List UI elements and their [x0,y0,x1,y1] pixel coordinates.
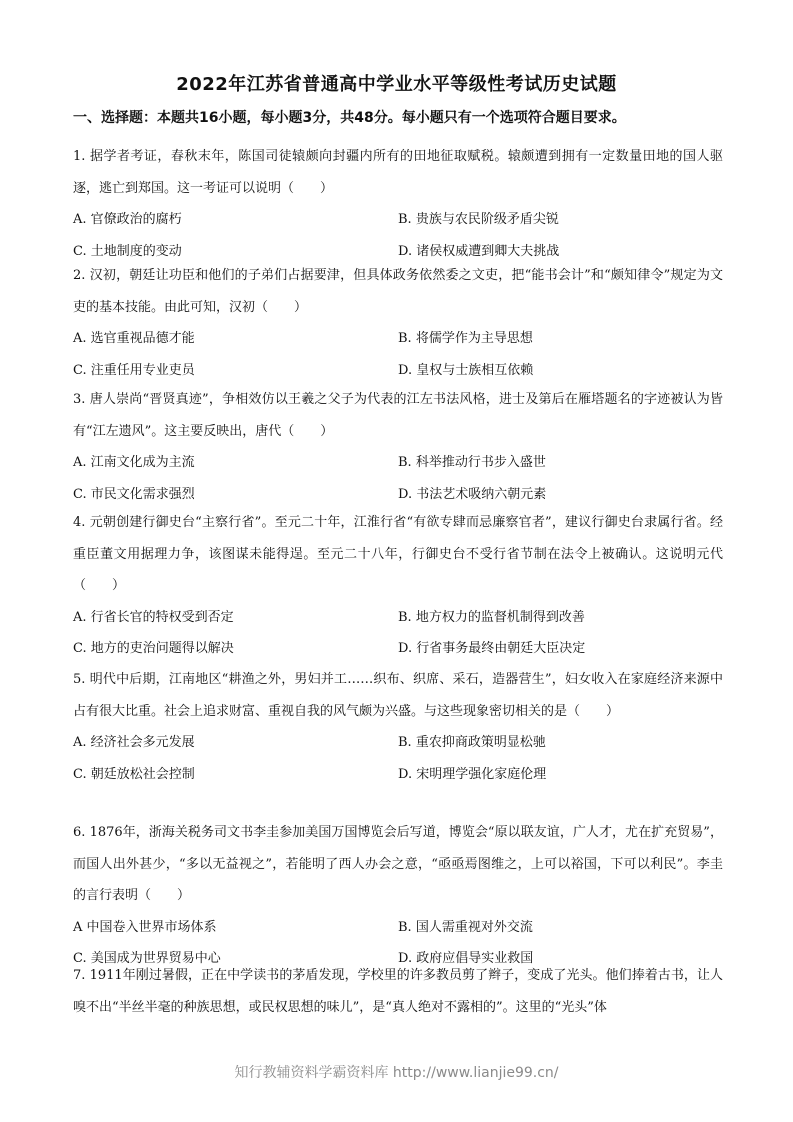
footer-watermark: 知行教辅资料学霸资料库 http://www.lianjie99.cn/ [234,1065,559,1081]
question-1 [73,141,723,267]
question-stem: 7. 1911年刚过暑假，正在中学读书的茅盾发现，学校里的许多教员剪了辫子，变成了光头。他们捧着古书，让人嗅不出“半丝半毫的种族思想，或民权思想的味儿”，是“真人绝对不露相的”。这里的“光头”体 [73,968,723,1015]
option-c: C. 土地制度的变动 [73,243,182,259]
question-4 [73,507,723,665]
option-b: B. 地方权力的监督机制得到改善 [398,609,585,625]
question-stem: 5. 明代中后期，江南地区“耕渔之外，男妇并工……织布、织席、采石，造器营生”，妇女收入在家庭经济来源中占有很大比重。社会上追求财富、重视自我的风气颇为兴盛。与这些现象密切相关的是（ ） [73,672,723,719]
option-c: C. 市民文化需求强烈 [73,486,195,502]
option-a: A. 官僚政治的腐朽 [73,212,182,227]
option-c: C. 朝廷放松社会控制 [73,766,195,782]
option-b: B. 重农抑商政策明显松驰 [398,735,546,750]
option-d: D. 政府应倡导实业救国 [398,951,534,966]
option-d: D. 诸侯权威遭到卿大夫挑战 [398,243,560,259]
option-b: B. 贵族与农民阶级矛盾尖锐 [398,212,559,227]
question-stem: 2. 汉初，朝廷让功臣和他们的子弟们占据要津，但具体政务依然委之文吏，把“能书会计”和“颇知律令”规定为文吏的基本技能。由此可知，汉初（ ） [73,268,723,315]
question-6 [73,817,723,975]
question-5 [73,664,723,790]
option-c: C. 地方的吏治问题得以解决 [73,641,234,656]
question-stem: 3. 唐人崇尚“晋贤真迹”，争相效仿以王羲之父子为代表的江左书法风格，进士及第后在雁塔题名的字迹被认为皆有“江左遗风”。这主要反映出，唐代（ ） [73,392,723,439]
option-c: C. 注重任用专业吏员 [73,362,195,378]
option-b: B. 科举推动行书步入盛世 [398,455,546,470]
option-a: A. 江南文化成为主流 [73,455,195,470]
option-b: B. 将儒学作为主导思想 [398,331,533,346]
question-2 [73,260,723,386]
option-a: A. 选官重视品德才能 [73,331,195,346]
option-a: A 中国卷入世界市场体系 [73,919,217,935]
option-d: D. 行省事务最终由朝廷大臣决定 [398,641,586,656]
question-3 [73,384,723,510]
option-c: C. 美国成为世界贸易中心 [73,951,221,966]
question-stem: 4. 元朝创建行御史台“主察行省”。至元二十年，江淮行省“有欲专肆而忌廉察官者”，建议行御史台隶属行省。经重臣董文用据理力争，该图谋未能得逞。至元二十八年，行御史台不受行省节制在法令上被确认。这说明元代（ ） [73,515,723,593]
option-a: A. 经济社会多元发展 [73,735,195,750]
question-stem: 1. 据学者考证，春秋末年，陈国司徒辕颇向封疆内所有的田地征取赋税。辕颇遭到拥有一定数量田地的国人驱逐，逃亡到郑国。这一考证可以说明（ ） [73,149,723,196]
exam-title: 2022年江苏省普通高中学业水平等级性考试历史试题 [176,74,617,95]
option-d: D. 书法艺术吸纳六朝元素 [398,486,547,502]
section-heading: 一、选择题：本题共16小题，每小题3分，共48分。每小题只有一个选项符合题目要求。 [73,110,626,126]
question-7 [73,960,723,1023]
option-d: D. 宋明理学强化家庭伦理 [398,766,547,782]
question-stem: 6. 1876年，浙海关税务司文书李圭参加美国万国博览会后写道，博览会“原以联友谊，广人才，尤在扩充贸易”，而国人出外甚少，“多以无益视之”，若能明了西人办会之意，“亟亟焉图维之，上可以裕国，下可以利民”。李圭的言行表明（ ） [73,825,723,903]
option-b: B. 国人需重视对外交流 [398,919,533,935]
option-d: D. 皇权与士族相互依赖 [398,362,534,378]
option-a: A. 行省长官的特权受到否定 [73,609,234,625]
